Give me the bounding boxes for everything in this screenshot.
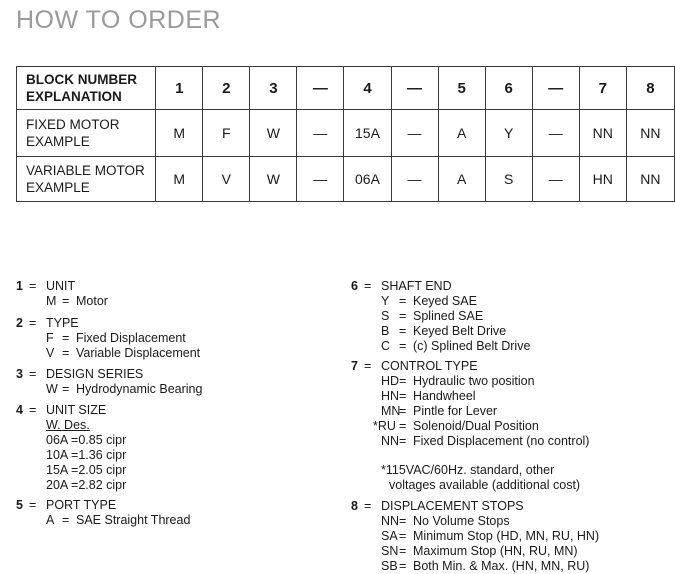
table-cell: NN — [579, 110, 626, 157]
table-row — [17, 110, 675, 157]
item-description: Keyed Belt Drive — [413, 324, 507, 338]
item-description: Splined SAE — [413, 309, 484, 323]
item-code: Y — [381, 294, 390, 308]
list-item — [381, 544, 599, 559]
table-cell: — — [391, 157, 438, 202]
list-item — [46, 346, 200, 361]
section-number: 5 — [16, 498, 23, 512]
item-description: Both Min. & Max. (HN, MN, RU) — [413, 559, 590, 573]
order-code-table — [16, 66, 675, 202]
list-item: 06A =0.85 cipr — [46, 433, 127, 447]
list-item — [46, 513, 190, 528]
item-description: Motor — [76, 294, 108, 308]
row-label-line: FIXED MOTOR — [26, 117, 120, 132]
section-number: 8 — [351, 499, 358, 513]
item-equals: = — [399, 374, 407, 388]
section-items — [381, 294, 530, 354]
item-equals: = — [399, 434, 407, 448]
section-equals: = — [364, 279, 372, 293]
table-cell: M — [156, 110, 203, 157]
list-item: 15A =2.05 cipr — [46, 463, 127, 477]
table-cell: V — [203, 157, 250, 202]
item-code: V — [46, 346, 55, 360]
section-equals: = — [29, 367, 37, 381]
list-item — [381, 324, 530, 339]
list-item — [381, 309, 530, 324]
table-cell: — — [532, 157, 579, 202]
section-heading: UNIT — [46, 279, 76, 293]
item-equals: = — [399, 339, 407, 353]
item-code: *RU — [373, 419, 396, 433]
section-equals: = — [29, 279, 37, 293]
item-description: Hydraulic two position — [413, 374, 535, 388]
item-equals: = — [399, 559, 407, 573]
item-equals: = — [399, 309, 407, 323]
section-items — [381, 514, 599, 574]
section-number: 1 — [16, 279, 23, 293]
section-items — [46, 331, 200, 361]
column-header: — — [532, 67, 579, 110]
item-code: C — [381, 339, 391, 353]
header-label-line: EXPLANATION — [26, 89, 122, 104]
item-equals: = — [399, 514, 407, 528]
list-item — [381, 339, 530, 354]
footnote-line: voltages available (additional cost) — [389, 478, 581, 492]
section-number: 6 — [351, 279, 358, 293]
column-header: 5 — [438, 67, 485, 110]
item-code: SB — [381, 559, 398, 573]
page-title: HOW TO ORDER — [16, 6, 222, 34]
item-description: Pintle for Lever — [413, 404, 498, 418]
section-equals: = — [364, 499, 372, 513]
table-cell: — — [532, 110, 579, 157]
table-cell: NN — [626, 157, 674, 202]
column-header: 4 — [344, 67, 391, 110]
item-code: MN — [381, 404, 401, 418]
column-header: 6 — [485, 67, 532, 110]
item-equals: = — [399, 419, 407, 433]
header-label-line: BLOCK NUMBER — [26, 72, 137, 87]
item-description: Fixed Displacement (no control) — [413, 434, 590, 448]
section-items — [373, 374, 590, 493]
list-item — [381, 294, 530, 309]
row-label-line: VARIABLE MOTOR — [26, 163, 145, 178]
section-number: 2 — [16, 316, 23, 330]
table-cell: — — [297, 157, 344, 202]
item-description: Fixed Displacement — [76, 331, 186, 345]
table-cell: Y — [485, 110, 532, 157]
size-subheading: W. Des. — [46, 418, 90, 432]
item-equals: = — [62, 294, 70, 308]
item-equals: = — [399, 544, 407, 558]
item-code: S — [381, 309, 390, 323]
item-code: M — [46, 294, 57, 308]
list-item — [46, 331, 200, 346]
table-cell: — — [297, 110, 344, 157]
list-item — [46, 294, 108, 309]
list-item — [381, 529, 599, 544]
column-header: 2 — [203, 67, 250, 110]
list-item — [373, 419, 581, 434]
spacer — [381, 449, 589, 463]
item-description: No Volume Stops — [413, 514, 510, 528]
item-equals: = — [62, 346, 70, 360]
table-cell: 15A — [344, 110, 391, 157]
item-description: (c) Splined Belt Drive — [413, 339, 531, 353]
row-label-line: EXAMPLE — [26, 180, 90, 195]
item-code: NN — [381, 434, 400, 448]
section-heading: TYPE — [46, 316, 79, 330]
item-code: HD — [381, 374, 400, 388]
list-item — [381, 434, 589, 449]
section-equals: = — [29, 498, 37, 512]
item-code: F — [46, 331, 54, 345]
section-equals: = — [364, 359, 372, 373]
item-equals: = — [399, 389, 407, 403]
item-code: B — [381, 324, 390, 338]
table-row — [17, 157, 675, 202]
item-equals: = — [62, 331, 70, 345]
list-item — [381, 389, 589, 404]
column-header: 1 — [156, 67, 203, 110]
list-item: 10A =1.36 cipr — [46, 448, 127, 462]
right-explanations — [351, 279, 671, 571]
item-code: A — [46, 513, 55, 527]
list-item — [381, 404, 589, 419]
item-code: W — [46, 382, 58, 396]
item-equals: = — [399, 294, 407, 308]
item-equals: = — [62, 513, 70, 527]
item-description: Solenoid/Dual Position — [413, 419, 539, 433]
section-items — [46, 513, 190, 528]
list-item — [46, 382, 202, 397]
item-description: Hydrodynamic Bearing — [76, 382, 203, 396]
section-heading: UNIT SIZE — [46, 403, 107, 417]
item-equals: = — [399, 404, 407, 418]
column-header: 8 — [626, 67, 674, 110]
item-description: Maximum Stop (HN, RU, MN) — [413, 544, 578, 558]
section-number: 7 — [351, 359, 358, 373]
item-equals: = — [399, 529, 407, 543]
footnote-line: *115VAC/60Hz. standard, other — [381, 463, 555, 477]
section-heading: CONTROL TYPE — [381, 359, 478, 373]
section-items — [46, 418, 126, 493]
table-cell: S — [485, 157, 532, 202]
table-cell: NN — [626, 110, 674, 157]
item-equals: = — [62, 382, 70, 396]
column-header: 7 — [579, 67, 626, 110]
table-cell: A — [438, 157, 485, 202]
section-heading: SHAFT END — [381, 279, 452, 293]
table-header-row — [17, 67, 675, 110]
section-items — [46, 382, 202, 397]
table-cell: F — [203, 110, 250, 157]
section-equals: = — [29, 403, 37, 417]
item-code: NN — [381, 514, 400, 528]
column-header: — — [391, 67, 438, 110]
item-description: Handwheel — [413, 389, 476, 403]
section-number: 3 — [16, 367, 23, 381]
column-header: — — [297, 67, 344, 110]
row-label-line: EXAMPLE — [26, 134, 90, 149]
table-cell: A — [438, 110, 485, 157]
table-cell: M — [156, 157, 203, 202]
item-code: HN — [381, 389, 400, 403]
row-label — [17, 157, 156, 202]
table-cell: 06A — [344, 157, 391, 202]
header-label — [17, 67, 156, 110]
item-description: Keyed SAE — [413, 294, 477, 308]
list-item: 20A =2.82 cipr — [46, 478, 127, 492]
list-item — [381, 374, 589, 389]
table-cell: HN — [579, 157, 626, 202]
item-description: Minimum Stop (HD, MN, RU, HN) — [413, 529, 600, 543]
item-code: SA — [381, 529, 398, 543]
section-heading: DESIGN SERIES — [46, 367, 144, 381]
row-label — [17, 110, 156, 157]
item-code: SN — [381, 544, 399, 558]
column-header: 3 — [250, 67, 297, 110]
list-item — [381, 514, 599, 529]
section-number: 4 — [16, 403, 23, 417]
item-equals: = — [399, 324, 407, 338]
table-cell: W — [250, 157, 297, 202]
table-cell: — — [391, 110, 438, 157]
item-description: Variable Displacement — [76, 346, 201, 360]
section-heading: DISPLACEMENT STOPS — [381, 499, 524, 513]
section-items — [46, 294, 108, 309]
item-description: SAE Straight Thread — [76, 513, 191, 527]
table-cell: W — [250, 110, 297, 157]
section-equals: = — [29, 316, 37, 330]
section-heading: PORT TYPE — [46, 498, 117, 512]
left-explanations — [16, 279, 336, 569]
